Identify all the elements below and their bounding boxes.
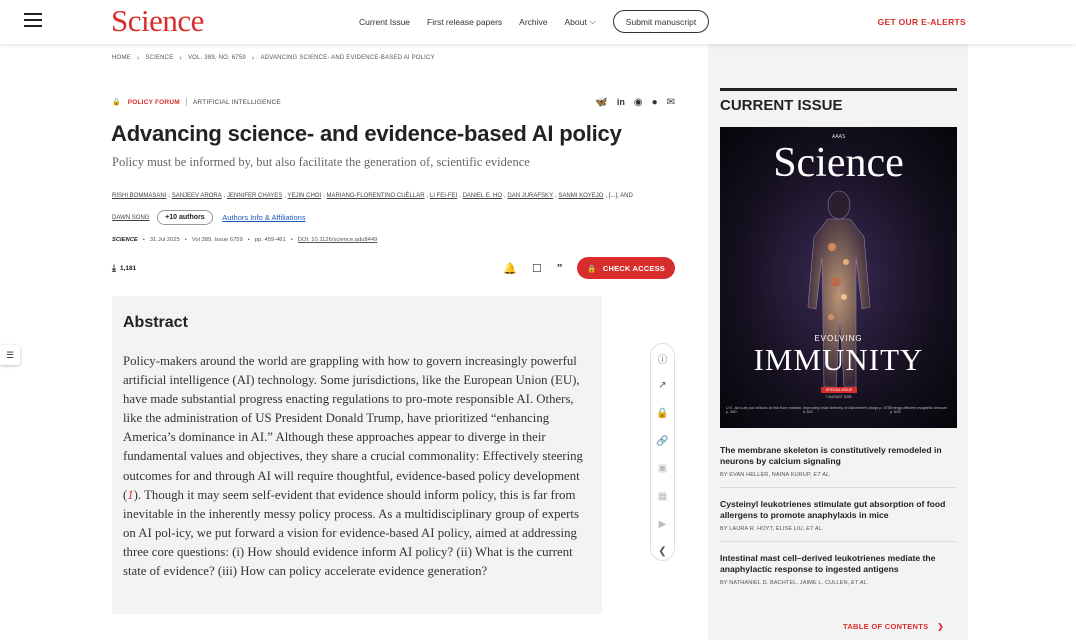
author-link[interactable]: LI FEI-FEI <box>429 193 458 199</box>
breadcrumb-home[interactable]: HOME <box>112 55 131 61</box>
bookmark-icon[interactable]: ☐ <box>531 262 542 275</box>
et-al: ET AL. <box>813 472 831 478</box>
page-range: pp. 459-461 <box>254 237 286 243</box>
check-access-label: CHECK ACCESS <box>602 263 665 273</box>
reddit-icon[interactable]: ◉ <box>633 96 643 108</box>
current-issue-heading: CURRENT ISSUE <box>720 97 843 114</box>
author-link[interactable]: DAWN SONG <box>112 215 150 222</box>
nav-archive[interactable]: Archive <box>519 16 548 27</box>
divider <box>186 98 187 106</box>
author-link[interactable]: JENNIFER CHAYES <box>227 193 283 199</box>
chevron-right-icon: › <box>179 55 182 62</box>
submit-manuscript-button[interactable]: Submit manuscript <box>613 10 709 33</box>
chevron-right-icon: › <box>251 55 255 62</box>
table-of-contents-link[interactable] <box>843 622 944 631</box>
divider <box>720 88 957 91</box>
chevron-right-icon: ❯ <box>937 622 944 631</box>
e-alerts-link[interactable]: GET OUR E-ALERTS <box>877 17 966 27</box>
article-tools-rail <box>650 343 675 561</box>
cover-masthead: Science <box>773 140 904 186</box>
abstract-text <box>123 352 591 581</box>
share-icon[interactable]: ❮ <box>658 546 667 558</box>
abstract-section <box>112 296 602 614</box>
bell-icon[interactable]: 🔔 <box>503 262 517 275</box>
author-list: RISHI BOMMASANI , SANJEEV ARORA , JENNIFER CHAYES , YEJIN CHOI , MARIANO-FLORENTINO CUÉLLAR , LI FEI-FEI , DANIEL E. HO , DAN JURAFSKY , SANMI KOYEJO , [...], AND DAWN SONG +10 authors Authors Info & Affiliations <box>112 186 672 229</box>
bluesky-icon[interactable]: 🦋 <box>595 96 608 108</box>
journal-name: SCIENCE <box>112 237 138 243</box>
article-actions <box>503 257 675 279</box>
email-icon[interactable]: ✉ <box>666 96 675 108</box>
lock-icon: 🔒 <box>587 263 597 273</box>
nav-about-label: About <box>564 16 587 27</box>
breadcrumb-science[interactable]: SCIENCE <box>145 55 174 61</box>
breadcrumb-article: ADVANCING SCIENCE- AND EVIDENCE-BASED AI POLICY <box>260 55 435 61</box>
media-icon[interactable]: ▶ <box>658 518 667 530</box>
link-icon[interactable]: 🔗 <box>656 435 669 447</box>
outline-toggle-icon[interactable]: ☰ <box>0 345 20 365</box>
list-item <box>720 488 957 542</box>
cover-date: 7 AUGUST 2025 <box>825 395 852 399</box>
cover-teaser: Energy-efficient magnetic sensors p. 628 <box>889 406 948 414</box>
chevron-down-icon: ⌵ <box>589 16 596 26</box>
toc-label: TABLE OF CONTENTS <box>843 622 929 631</box>
author-link[interactable]: SANMI KOYEJO <box>558 193 604 199</box>
publication-info: SCIENCE • 31 Jul 2025 • Vol 389, Issue 6759 • pp. 459-461 • DOI: 10.1126/science.adu8449 <box>112 237 378 243</box>
tables-icon[interactable]: ▦ <box>657 490 668 502</box>
cover-teaser: U.S. aid cuts put millions at risk from malaria p. 580 <box>726 406 801 414</box>
nav-first-release[interactable]: First release papers <box>427 16 503 27</box>
top-bar <box>0 0 1076 44</box>
current-issue-list <box>720 440 957 595</box>
authors-text: BY NATHANIEL D. BACHTEL, JAIME L. CULLEN, <box>720 580 850 586</box>
check-access-button[interactable] <box>577 257 675 279</box>
authors-text: BY EVAN HELLER, NAINA KURUP, <box>720 472 812 478</box>
abstract-heading: Abstract <box>123 314 188 331</box>
reference-link[interactable]: 1 <box>127 487 134 502</box>
downloads <box>112 263 136 274</box>
volume-issue[interactable]: Vol 389, Issue 6759 <box>191 237 243 243</box>
cite-icon[interactable]: ” <box>556 262 563 274</box>
breadcrumb <box>112 55 435 62</box>
author-link[interactable]: DANIEL E. HO <box>462 193 503 199</box>
wechat-icon[interactable]: ● <box>651 96 658 108</box>
science-logo[interactable]: Science <box>111 3 204 38</box>
cover-headline: IMMUNITY <box>753 342 924 377</box>
more-authors-button[interactable]: +10 authors <box>157 210 213 225</box>
list-item <box>720 542 957 595</box>
nav-about[interactable] <box>565 17 596 27</box>
aaas-logo: AAAS <box>832 134 846 140</box>
issue-article-authors <box>720 472 957 478</box>
breadcrumb-volume[interactable]: VOL. 389, NO. 6759 <box>187 55 246 61</box>
menu-icon[interactable] <box>24 13 42 27</box>
main-nav <box>359 10 709 33</box>
cover-teaser: Improving brain delivery of Alzheimer's drugs p. 575 & 622 <box>802 406 890 414</box>
action-row <box>112 257 675 279</box>
issue-cover-image[interactable] <box>720 127 957 428</box>
cover-special-issue: SPECIAL ISSUE <box>821 387 857 393</box>
article-meta-row <box>112 96 675 108</box>
figures-icon[interactable]: ▣ <box>657 463 668 475</box>
list-item <box>720 440 957 488</box>
pub-date: 31 Jul 2025 <box>149 237 180 243</box>
section-label[interactable]: POLICY FORUM <box>127 98 180 106</box>
doi-link[interactable]: DOI: 10.1126/science.adu8449 <box>297 237 378 243</box>
share-icons <box>595 97 675 108</box>
authors-text: BY LAURA R. HOYT, ELISE LIU, <box>720 526 805 532</box>
info-icon[interactable]: ⓘ <box>657 354 668 366</box>
issue-article-title[interactable]: Cysteinyl leukotrienes stimulate gut absorption of food allergens to promote anaphylaxis in mice <box>720 499 946 520</box>
author-link[interactable]: DAN JURAFSKY <box>507 193 554 199</box>
metrics-icon[interactable]: ↗ <box>658 380 667 392</box>
author-link[interactable]: SANJEEV ARORA <box>171 193 222 199</box>
issue-article-authors <box>720 580 957 586</box>
author-link[interactable]: RISHI BOMMASANI <box>112 193 167 199</box>
article-title: Advancing science- and evidence-based AI policy <box>111 121 622 146</box>
issue-article-authors <box>720 526 957 532</box>
nav-current-issue[interactable]: Current Issue <box>359 16 411 27</box>
issue-article-title[interactable]: The membrane skeleton is constitutively remodeled in neurons by calcium signaling <box>720 445 942 466</box>
linkedin-icon[interactable]: in <box>616 96 625 107</box>
abstract-text-part: ). Though it may seem self-evident that evidence should inform policy, this is far from inevitable in the inherently messy policy process. As a multidisciplinary group of experts on AI pol-icy, we put forward a vision for evidence-based AI policy, aimed at addressing three core questions: (i) How should evidence inform AI policy? (ii) What is the current state of evidence? (iii) How can policy accelerate evidence generation? <box>123 487 579 579</box>
lock-icon[interactable]: 🔒 <box>656 408 669 420</box>
et-al: ET AL. <box>806 526 824 532</box>
issue-article-title[interactable]: Intestinal mast cell–derived leukotrienes mediate the anaphylactic response to ingested antigens <box>720 553 936 574</box>
author-link[interactable]: YEJIN CHOI <box>287 193 322 199</box>
download-count: 1,181 <box>119 264 137 272</box>
cover-teasers <box>726 406 951 414</box>
lock-icon: 🔒 <box>112 99 121 106</box>
author-link[interactable]: MARIANO-FLORENTINO CUÉLLAR <box>326 193 425 199</box>
download-icon: ⤓ <box>112 262 116 273</box>
article-subtitle: Policy must be informed by, but also facilitate the generation of, scientific evidence <box>112 155 530 169</box>
abstract-text-part: Policy-makers around the world are grappling with how to govern increasingly powerful artificial intelligence (AI) technology. Some jurisdictions, like the European Union (EU), have made substantial progress enacting regulations to pro-mote responsible AI. Others, like the administration of US President Donald Trump, have prioritized “enhancing America’s dominance in AI.” Although these approaches appear to diverge in their fundamental values and objectives, they share a crucial commonality: Effectively steering outcomes for and through AI will require thoughtful, evidence-based policy development ( <box>123 354 583 502</box>
affiliations-link[interactable]: Authors Info & Affiliations <box>222 213 306 222</box>
et-al: ET AL. <box>850 580 869 586</box>
topic-label[interactable]: ARTIFICIAL INTELLIGENCE <box>192 98 281 106</box>
chevron-right-icon: › <box>136 55 140 62</box>
cover-kicker: EVOLVING <box>814 334 863 343</box>
authors-ellipsis: [...], AND <box>608 193 633 199</box>
